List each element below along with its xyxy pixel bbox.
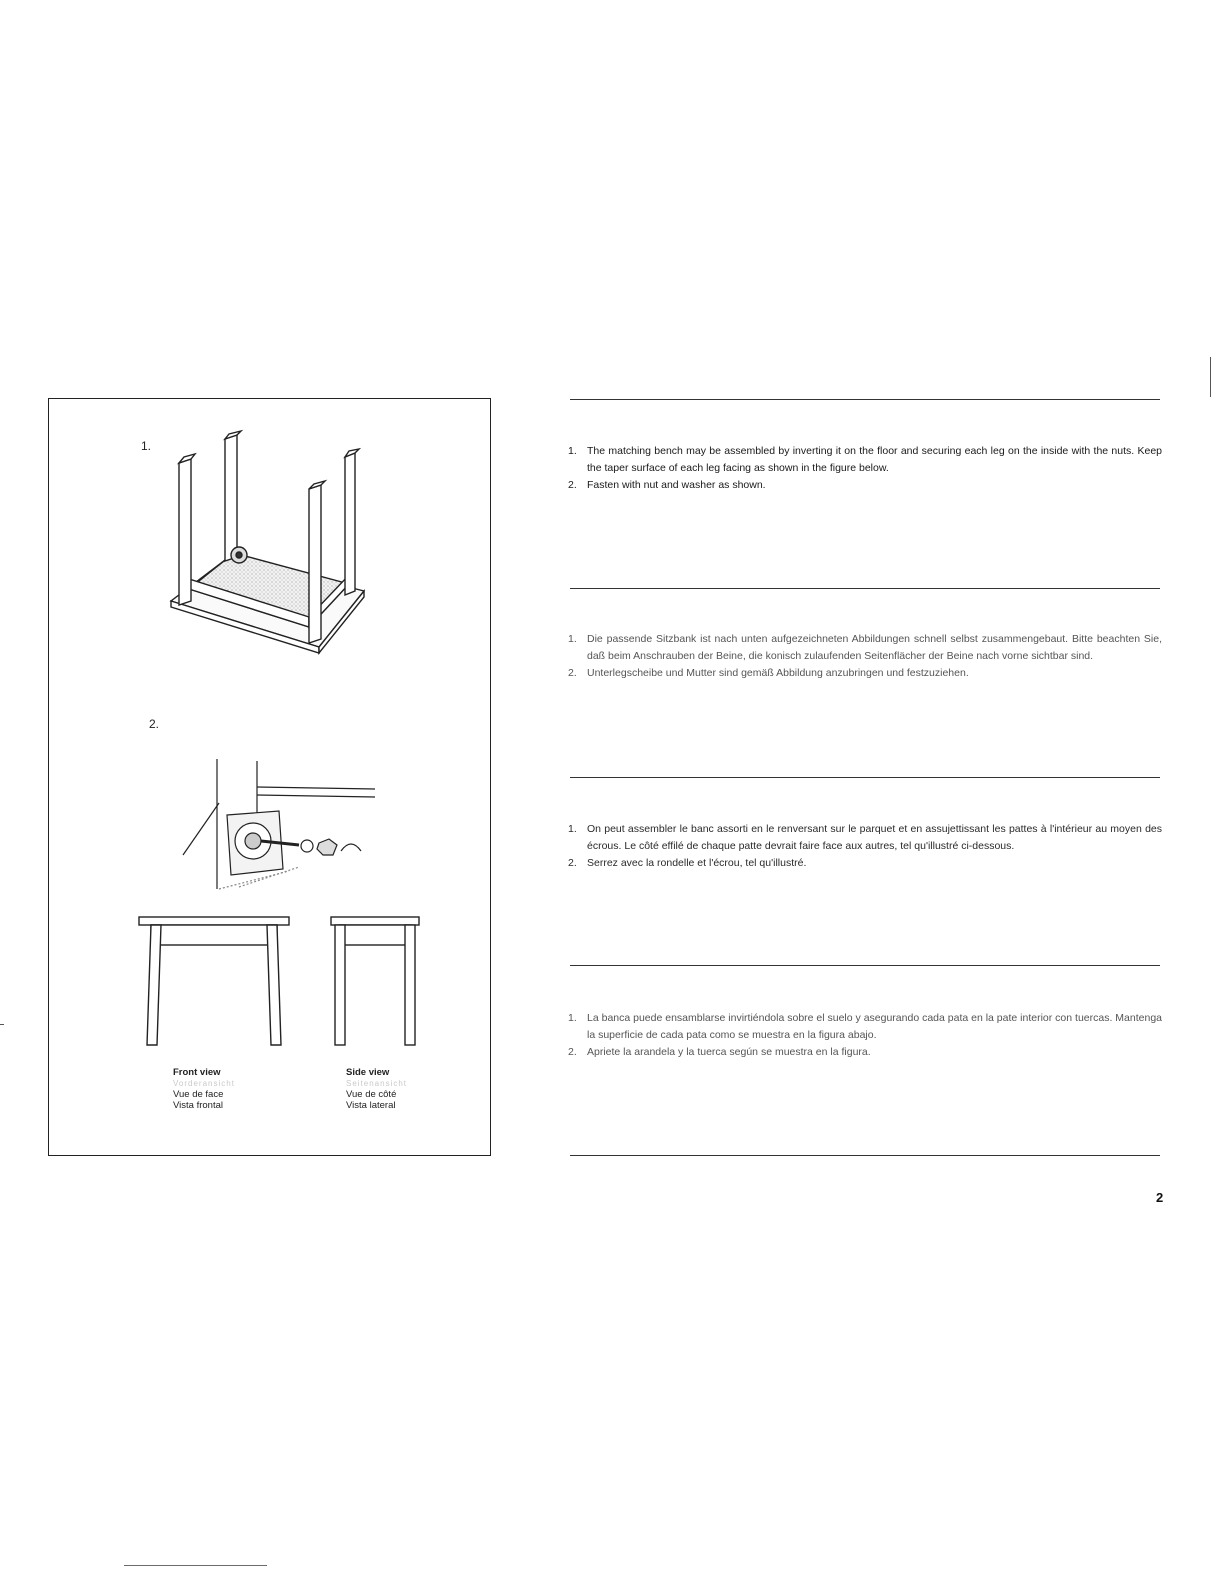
step-number: 1. bbox=[568, 445, 577, 457]
step-text: Apriete la arandela y la tuerca según se muestra en la figura. bbox=[587, 1046, 871, 1058]
side-view-fr: Vue de côté bbox=[346, 1089, 397, 1100]
front-view-de: Vorderansicht bbox=[173, 1079, 235, 1088]
step-text: The matching bench may be assembled by inverting it on the floor and securing each leg on the inside with the nuts. Keep the taper surface of each leg facing as shown in the figure below. bbox=[587, 445, 1162, 474]
step-number: 1. bbox=[568, 633, 577, 645]
step-number: 2. bbox=[568, 1046, 577, 1058]
side-view-es: Vista lateral bbox=[346, 1100, 396, 1111]
step-2-label: 2. bbox=[149, 717, 160, 731]
side-view-caption bbox=[346, 1067, 407, 1111]
side-view-en: Side view bbox=[346, 1067, 390, 1078]
french-step-2 bbox=[568, 855, 1162, 872]
side-view-de: Seitenansicht bbox=[346, 1079, 408, 1088]
bottom-blue-line bbox=[124, 1565, 267, 1566]
bolt-nut-detail-illustration bbox=[179, 759, 379, 899]
figure-panel bbox=[48, 398, 491, 1156]
front-view-en: Front view bbox=[173, 1067, 221, 1078]
divider-rule-1 bbox=[570, 399, 1160, 400]
step-text: On peut assembler le banc assorti en le renversant sur le parquet et en assujettissant les pattes à l'intérieur au moyen des écrous. Le côté effilé de chaque patte devrait faire face aux autres, tel qu'illustré ci-dessous. bbox=[587, 823, 1162, 852]
step-number: 2. bbox=[568, 857, 577, 869]
step-number: 2. bbox=[568, 479, 577, 491]
divider-rule-5 bbox=[570, 1155, 1160, 1156]
instructions-spanish bbox=[568, 1010, 1162, 1061]
english-step-2 bbox=[568, 477, 1162, 494]
spanish-step-2 bbox=[568, 1044, 1162, 1061]
english-step-1 bbox=[568, 443, 1162, 477]
spanish-step-1 bbox=[568, 1010, 1162, 1044]
page-number: 2 bbox=[1156, 1190, 1164, 1205]
step-text: Unterlegscheibe und Mutter sind gemäß Abbildung anzubringen und festzuziehen. bbox=[587, 667, 969, 679]
step-text: Die passende Sitzbank ist nach unten aufgezeichneten Abbildungen schnell selbst zusammengebaut. Bitte beachten Sie, daß beim Anschrauben der Beine, die konisch zulaufenden Seitenflächer der Beine nach vorne sichtbar sind. bbox=[587, 633, 1162, 662]
step-number: 1. bbox=[568, 1012, 577, 1024]
step-text: Serrez avec la rondelle et l'écrou, tel qu'illustré. bbox=[587, 857, 807, 869]
front-view-fr: Vue de face bbox=[173, 1089, 224, 1100]
front-view-bench-diagram bbox=[137, 915, 292, 1055]
inverted-bench-illustration bbox=[159, 429, 389, 659]
divider-rule-4 bbox=[570, 965, 1160, 966]
german-step-2 bbox=[568, 665, 1162, 682]
instructions-french bbox=[568, 821, 1162, 872]
step-number: 1. bbox=[568, 823, 577, 835]
side-view-bench-diagram bbox=[329, 915, 423, 1055]
margin-mark-left bbox=[0, 1024, 4, 1025]
instructions-english bbox=[568, 443, 1162, 494]
french-step-1 bbox=[568, 821, 1162, 855]
front-view-es: Vista frontal bbox=[173, 1100, 223, 1111]
front-view-caption bbox=[173, 1067, 235, 1111]
step-text: La banca puede ensamblarse invirtiéndola sobre el suelo y asegurando cada pata en la pate interior con tuercas. Mantenga la superficie de cada pata como se muestra en la figura abajo. bbox=[587, 1012, 1162, 1041]
step-1-label: 1. bbox=[141, 439, 152, 453]
margin-mark-right bbox=[1210, 357, 1211, 397]
step-text: Fasten with nut and washer as shown. bbox=[587, 479, 766, 491]
divider-rule-3 bbox=[570, 777, 1160, 778]
german-step-1 bbox=[568, 631, 1162, 665]
divider-rule-2 bbox=[570, 588, 1160, 589]
instructions-german bbox=[568, 631, 1162, 682]
step-number: 2. bbox=[568, 667, 577, 679]
